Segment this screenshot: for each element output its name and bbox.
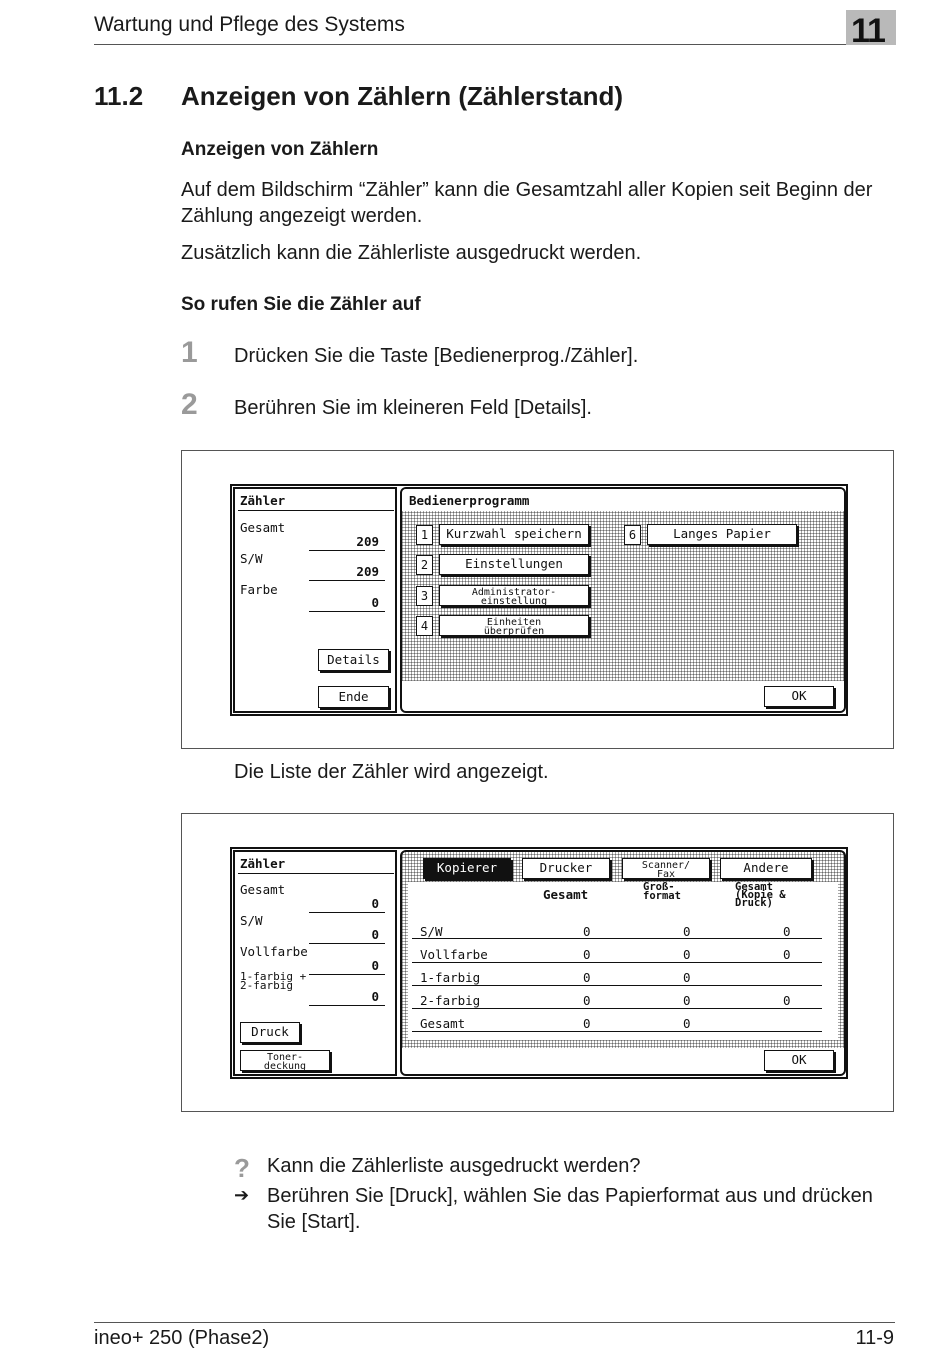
menu-number: 2 bbox=[416, 555, 433, 575]
column-header: Groß- format bbox=[643, 881, 681, 902]
toner-coverage-button[interactable]: Toner- deckung bbox=[240, 1050, 330, 1071]
counter-title: Zähler bbox=[240, 856, 286, 871]
menu-einstellungen-button[interactable]: Einstellungen bbox=[439, 554, 589, 575]
step-result-caption: Die Liste der Zähler wird angezeigt. bbox=[234, 761, 549, 783]
counter-value: 0 bbox=[371, 595, 379, 610]
counter-label: S/W bbox=[240, 913, 263, 928]
chapter-number: 11 bbox=[851, 12, 885, 50]
counter-list-panel bbox=[400, 850, 846, 1076]
running-header: Wartung und Pflege des Systems bbox=[94, 13, 405, 36]
paragraph-print: Zusätzlich kann die Zählerliste ausgedruckt werden. bbox=[181, 242, 642, 264]
counter-title: Zähler bbox=[240, 493, 286, 508]
druck-button[interactable]: Druck bbox=[240, 1022, 300, 1043]
table-cell: 0 bbox=[583, 1016, 591, 1031]
value-underline bbox=[309, 974, 385, 975]
column-header: Gesamt bbox=[543, 887, 589, 902]
paragraph-intro: Auf dem Bildschirm “Zähler” kann die Gesamtzahl aller Kopien seit Beginn der Zählung angezeigt werden. bbox=[181, 179, 873, 227]
question-icon: ? bbox=[234, 1153, 250, 1183]
answer-text: Berühren Sie [Druck], wählen Sie das Papierformat aus und drücken Sie [Start]. bbox=[267, 1185, 873, 1233]
step-text: Berühren Sie im kleineren Feld [Details]. bbox=[234, 397, 592, 419]
table-cell: 0 bbox=[783, 947, 791, 962]
table-cell: 0 bbox=[583, 970, 591, 985]
step-number: 1 bbox=[181, 336, 198, 369]
section-number: 11.2 bbox=[94, 81, 144, 111]
counter-label: Gesamt bbox=[240, 882, 286, 897]
menu-administrator-button[interactable]: Administrator- einstellung bbox=[439, 585, 589, 606]
touch-panel-screen bbox=[230, 847, 848, 1079]
table-cell: 0 bbox=[683, 1016, 691, 1031]
value-underline bbox=[309, 1005, 385, 1006]
subheading-procedure: So rufen Sie die Zähler auf bbox=[181, 294, 421, 315]
table-cell: 0 bbox=[583, 993, 591, 1008]
panel-title: Bedienerprogramm bbox=[409, 493, 530, 508]
value-underline bbox=[309, 580, 385, 581]
figure-counter-screen bbox=[181, 450, 894, 749]
table-divider bbox=[412, 985, 822, 986]
table-cell: 0 bbox=[783, 924, 791, 939]
table-row-label: 2-farbig bbox=[420, 993, 481, 1008]
tab-andere[interactable]: Andere bbox=[720, 858, 812, 879]
table-cell: 0 bbox=[683, 970, 691, 985]
value-underline bbox=[309, 611, 385, 612]
counter-value: 0 bbox=[371, 958, 379, 973]
ok-button[interactable]: OK bbox=[764, 1050, 834, 1071]
table-row-label: Vollfarbe bbox=[420, 947, 488, 962]
page-number: 11-9 bbox=[855, 1327, 894, 1349]
step-text: Drücken Sie die Taste [Bedienerprog./Zähler]. bbox=[234, 345, 639, 367]
table-cell: 0 bbox=[683, 924, 691, 939]
table-divider bbox=[412, 962, 822, 963]
menu-number: 6 bbox=[624, 525, 641, 545]
table-divider bbox=[412, 1031, 822, 1032]
step-number: 2 bbox=[181, 388, 198, 421]
footer-product: ineo+ 250 (Phase2) bbox=[94, 1327, 270, 1349]
counter-value: 209 bbox=[356, 564, 379, 579]
menu-einheiten-button[interactable]: Einheiten überprüfen bbox=[439, 615, 589, 636]
menu-number: 1 bbox=[416, 525, 433, 545]
ende-button[interactable]: Ende bbox=[318, 686, 389, 708]
table-divider bbox=[412, 1008, 822, 1009]
counter-value: 0 bbox=[371, 896, 379, 911]
table-cell: 0 bbox=[683, 947, 691, 962]
counter-value: 0 bbox=[371, 989, 379, 1004]
counter-label: S/W bbox=[240, 551, 263, 566]
subheading-display-counters: Anzeigen von Zählern bbox=[181, 139, 379, 160]
menu-number: 3 bbox=[416, 586, 433, 606]
counter-table bbox=[408, 882, 838, 1040]
menu-kurzwahl-button[interactable]: Kurzwahl speichern bbox=[439, 524, 589, 545]
tab-drucker[interactable]: Drucker bbox=[522, 858, 610, 879]
table-cell: 0 bbox=[583, 947, 591, 962]
table-row-label: S/W bbox=[420, 924, 443, 939]
value-underline bbox=[309, 912, 385, 913]
divider bbox=[238, 510, 394, 511]
counter-value: 209 bbox=[356, 534, 379, 549]
table-cell: 0 bbox=[583, 924, 591, 939]
section-title: Anzeigen von Zählern (Zählerstand) bbox=[181, 81, 624, 111]
details-button[interactable]: Details bbox=[318, 649, 389, 671]
footer-rule bbox=[94, 1322, 895, 1323]
operator-program-panel bbox=[400, 487, 846, 713]
counter-label: Vollfarbe bbox=[240, 944, 308, 959]
tab-scanner-fax[interactable]: Scanner/ Fax bbox=[622, 858, 710, 879]
divider bbox=[238, 873, 394, 874]
counter-label: Gesamt bbox=[240, 520, 286, 535]
counter-panel bbox=[233, 487, 397, 713]
table-divider bbox=[412, 938, 822, 939]
value-underline bbox=[309, 943, 385, 944]
counter-label: Farbe bbox=[240, 582, 278, 597]
ok-button[interactable]: OK bbox=[764, 686, 834, 707]
table-cell: 0 bbox=[683, 993, 691, 1008]
question-text: Kann die Zählerliste ausgedruckt werden? bbox=[267, 1155, 641, 1177]
tab-kopierer[interactable]: Kopierer bbox=[423, 858, 511, 879]
counter-label: 1-farbig + 2-farbig bbox=[240, 970, 307, 992]
table-cell: 0 bbox=[783, 993, 791, 1008]
figure-counter-list-screen bbox=[181, 813, 894, 1112]
touch-panel-screen bbox=[230, 484, 848, 716]
counter-panel bbox=[233, 850, 397, 1076]
value-underline bbox=[309, 550, 385, 551]
arrow-right-icon: ➔ bbox=[234, 1185, 250, 1205]
table-row-label: Gesamt bbox=[420, 1016, 466, 1031]
menu-number: 4 bbox=[416, 616, 433, 636]
menu-langes-papier-button[interactable]: Langes Papier bbox=[647, 524, 797, 545]
column-header: Gesamt (Kopie & Druck) bbox=[735, 881, 786, 909]
header-rule bbox=[94, 44, 895, 45]
table-row-label: 1-farbig bbox=[420, 970, 481, 985]
counter-value: 0 bbox=[371, 927, 379, 942]
